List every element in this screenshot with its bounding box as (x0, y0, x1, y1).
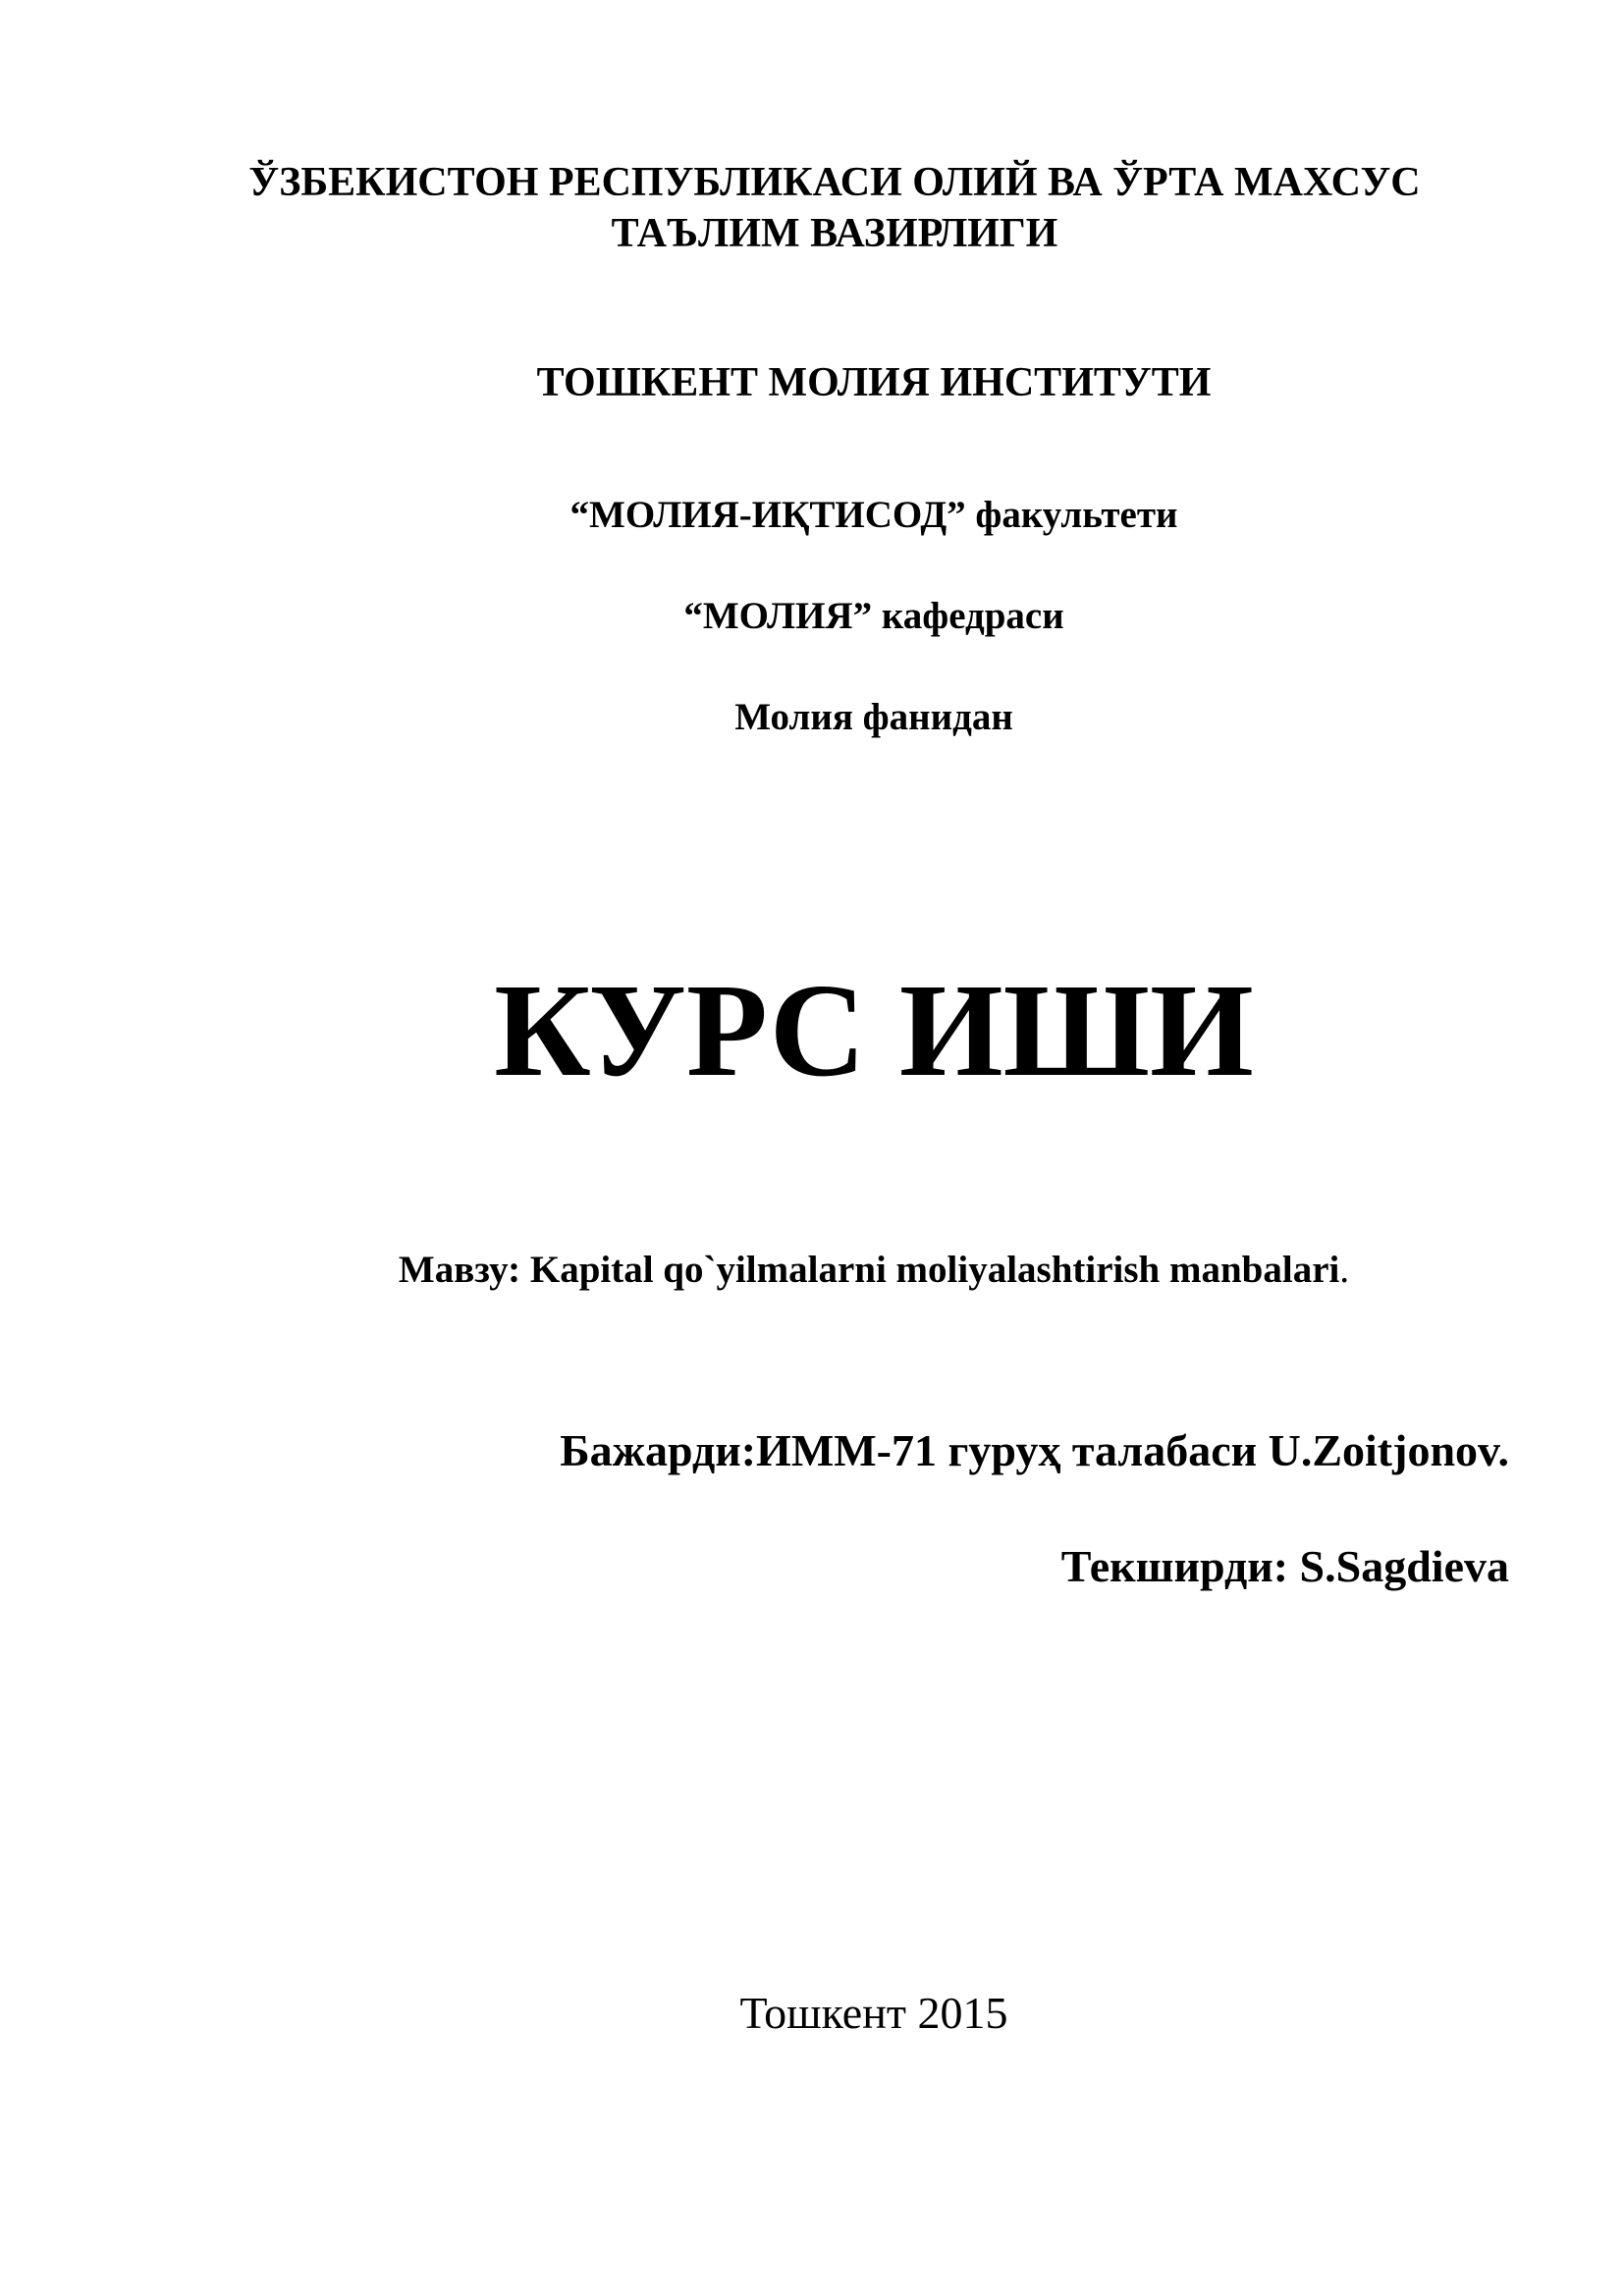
performer-line: Бажарди:ИММ-71 гуруҳ талабаси U.Zoitjonov. (560, 1425, 1509, 1475)
ministry-heading (137, 157, 1532, 259)
topic-text: Мавзу: Kapital qo`yilmalarni moliyalashtirish manbalari (398, 1249, 1340, 1291)
document-title: КУРС ИШИ (494, 957, 1254, 1104)
topic-period: . (1339, 1249, 1350, 1291)
subject-name: Молия фанидан (734, 696, 1013, 738)
checker-line: Текширди: S.Sagdieva (1060, 1541, 1509, 1591)
city-year: Тошкент 2015 (739, 1988, 1008, 2038)
ministry-line-1: ЎЗБЕКИСТОН РЕСПУБЛИКАСИ ОЛИЙ ВА ЎРТА МАХСУС (248, 160, 1421, 205)
topic-line (196, 1245, 1551, 1296)
faculty-name: “МОЛИЯ-ИҚТИСОД” факультети (569, 494, 1178, 536)
institute-name: ТОШКЕНТ МОЛИЯ ИНСТИТУТИ (536, 360, 1212, 405)
ministry-line-2: ТАЪЛИМ ВАЗИРЛИГИ (611, 211, 1058, 256)
department-name: “МОЛИЯ” кафедраси (683, 595, 1064, 637)
